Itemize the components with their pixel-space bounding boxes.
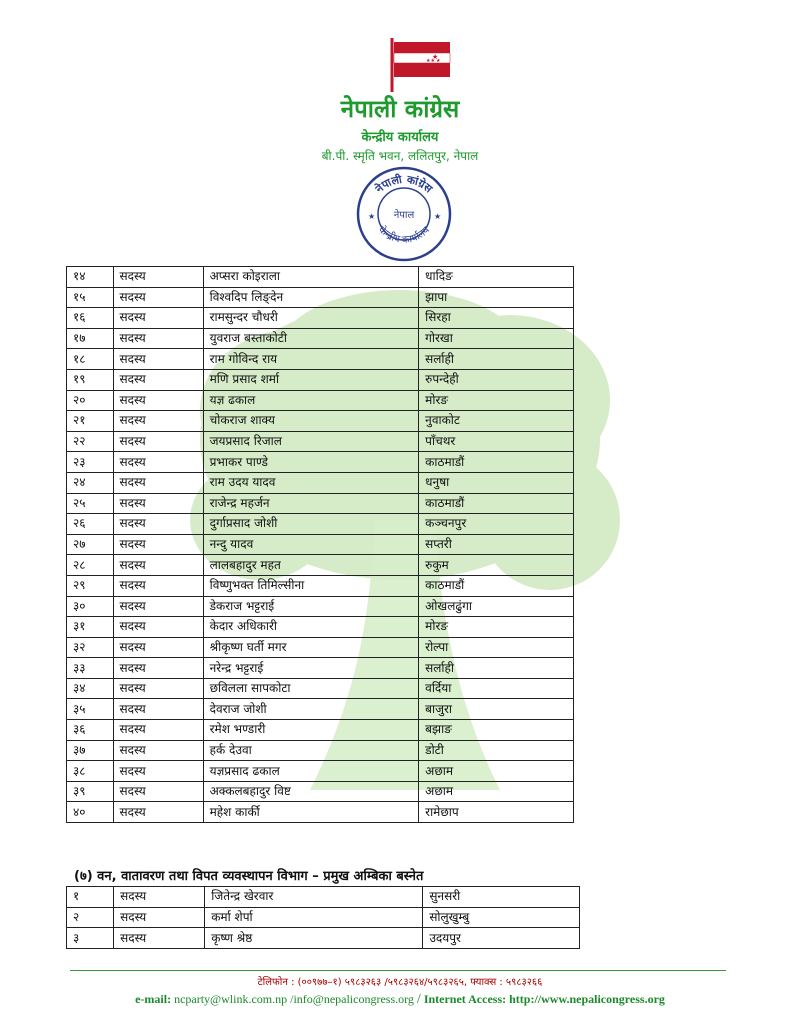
row-role: सदस्य — [113, 761, 203, 782]
row-district: अछाम — [419, 781, 574, 802]
table-row — [67, 472, 574, 493]
row-district: मोरङ — [419, 617, 574, 638]
row-district: कञ्चनपुर — [419, 514, 574, 535]
table-row — [67, 349, 574, 370]
row-name: नन्दु यादव — [203, 534, 419, 555]
row-role: सदस्य — [113, 637, 203, 658]
row-district: रामेछाप — [419, 802, 574, 823]
row-district: रोल्पा — [419, 637, 574, 658]
office-name: केन्द्रीय कार्यालय — [361, 130, 439, 145]
row-name: रमेश भण्डारी — [203, 720, 419, 741]
email-label: e-mail: — [135, 992, 172, 1006]
footer-divider — [70, 970, 726, 971]
row-role: सदस्य — [113, 328, 203, 349]
row-role: सदस्य — [114, 928, 205, 949]
row-district: सर्लाही — [419, 658, 574, 679]
row-name: जयप्रसाद रिजाल — [203, 431, 419, 452]
row-name: राम उदय यादव — [203, 472, 419, 493]
party-name: नेपाली कांग्रेस — [340, 94, 460, 123]
row-name: दुर्गाप्रसाद जोशी — [203, 514, 419, 535]
email-value[interactable]: ncparty@wlink.com.np /info@nepalicongress.org — [174, 992, 414, 1006]
row-number: ३ — [67, 928, 114, 949]
row-name: अक्कलबहादुर विष्ट — [203, 781, 419, 802]
row-number: २८ — [67, 555, 114, 576]
row-name: डेकराज भट्टराई — [203, 596, 419, 617]
row-district: धादिङ — [419, 267, 574, 288]
row-number: २३ — [67, 452, 114, 473]
row-number: १ — [67, 887, 114, 908]
table-row — [67, 658, 574, 679]
table-row — [67, 369, 574, 390]
row-district: डोटी — [419, 740, 574, 761]
row-number: ३८ — [67, 761, 114, 782]
row-number: २१ — [67, 411, 114, 432]
row-district: सिरहा — [419, 308, 574, 329]
row-name: राजेन्द्र महर्जन — [203, 493, 419, 514]
row-district: नुवाकोट — [419, 411, 574, 432]
footer-contact — [0, 992, 800, 1008]
row-number: ३३ — [67, 658, 114, 679]
table-row — [67, 596, 574, 617]
row-number: १९ — [67, 369, 114, 390]
section-7-table — [66, 886, 580, 949]
row-name: अप्सरा कोइराला — [203, 267, 419, 288]
row-role: सदस्य — [113, 534, 203, 555]
party-flag-logo — [388, 36, 452, 92]
row-role: सदस्य — [114, 907, 205, 928]
table-row — [67, 928, 580, 949]
row-role: सदस्य — [113, 555, 203, 576]
row-role: सदस्य — [114, 887, 205, 908]
table-row — [67, 720, 574, 741]
stamp-center-text: नेपाल — [393, 210, 415, 221]
table-row — [67, 887, 580, 908]
row-district: बाजुरा — [419, 699, 574, 720]
row-number: ३६ — [67, 720, 114, 741]
row-role: सदस्य — [113, 720, 203, 741]
row-role: सदस्य — [113, 349, 203, 370]
row-role: सदस्य — [113, 411, 203, 432]
row-number: २४ — [67, 472, 114, 493]
row-name: श्रीकृष्ण घर्ती मगर — [203, 637, 419, 658]
row-name: प्रभाकर पाण्डे — [203, 452, 419, 473]
separator: / — [416, 992, 421, 1007]
table-row — [67, 534, 574, 555]
row-district: वर्दिया — [419, 678, 574, 699]
row-role: सदस्य — [113, 678, 203, 699]
row-number: २ — [67, 907, 114, 928]
members-table-body — [67, 267, 574, 823]
row-district: गोरखा — [419, 328, 574, 349]
row-district: काठमाडौं — [419, 575, 574, 596]
row-role: सदस्य — [113, 617, 203, 638]
row-number: ३२ — [67, 637, 114, 658]
row-number: ४० — [67, 802, 114, 823]
row-role: सदस्य — [113, 699, 203, 720]
row-name: विष्णुभक्त तिमिल्सीना — [203, 575, 419, 596]
row-district: सोलुखुम्बु — [423, 907, 580, 928]
row-number: ३७ — [67, 740, 114, 761]
svg-text:★: ★ — [368, 212, 376, 221]
row-number: १६ — [67, 308, 114, 329]
row-role: सदस्य — [113, 390, 203, 411]
row-number: २९ — [67, 575, 114, 596]
table-row — [67, 699, 574, 720]
row-role: सदस्य — [113, 781, 203, 802]
row-district: धनुषा — [419, 472, 574, 493]
row-district: बझाङ — [419, 720, 574, 741]
row-name: लालबहादुर महत — [203, 555, 419, 576]
row-role: सदस्य — [113, 431, 203, 452]
row-role: सदस्य — [113, 658, 203, 679]
row-role: सदस्य — [113, 452, 203, 473]
row-name: रामसुन्दर चौधरी — [203, 308, 419, 329]
row-role: सदस्य — [113, 287, 203, 308]
row-role: सदस्य — [113, 514, 203, 535]
row-role: सदस्य — [113, 596, 203, 617]
row-name: कर्मा शेर्पा — [205, 907, 423, 928]
row-name: हर्क देउवा — [203, 740, 419, 761]
row-district: रुकुम — [419, 555, 574, 576]
section-7-heading: (७) वन, वातावरण तथा विपत व्यवस्थापन विभाग – प्रमुख अम्बिका बस्नेत — [74, 869, 424, 884]
row-name: यज्ञप्रसाद ढकाल — [203, 761, 419, 782]
row-number: १८ — [67, 349, 114, 370]
table-row — [67, 308, 574, 329]
row-district: सर्लाही — [419, 349, 574, 370]
row-name: देवराज जोशी — [203, 699, 419, 720]
row-name: जितेन्द्र खेरवार — [205, 887, 423, 908]
row-number: २२ — [67, 431, 114, 452]
row-number: १७ — [67, 328, 114, 349]
svg-text:केन्द्रीय कार्यालय — [376, 224, 432, 246]
table-row — [67, 740, 574, 761]
row-name: विश्वदिप लिङ्देन — [203, 287, 419, 308]
table-row — [67, 493, 574, 514]
row-number: २६ — [67, 514, 114, 535]
table-row — [67, 452, 574, 473]
table-row — [67, 390, 574, 411]
table-row — [67, 555, 574, 576]
row-name: राम गोविन्द राय — [203, 349, 419, 370]
row-number: ३५ — [67, 699, 114, 720]
table-row — [67, 761, 574, 782]
row-district: काठमाडौं — [419, 452, 574, 473]
office-stamp — [355, 165, 453, 263]
svg-text:★: ★ — [436, 58, 441, 64]
row-district: उदयपुर — [423, 928, 580, 949]
row-number: १४ — [67, 267, 114, 288]
row-role: सदस्य — [113, 802, 203, 823]
row-role: सदस्य — [113, 493, 203, 514]
table-row — [67, 907, 580, 928]
table-row — [67, 781, 574, 802]
section-7-table-body — [67, 887, 580, 949]
row-number: ३९ — [67, 781, 114, 802]
row-role: सदस्य — [113, 472, 203, 493]
svg-text:★★: ★★ — [426, 58, 435, 64]
table-row — [67, 637, 574, 658]
row-role: सदस्य — [113, 369, 203, 390]
row-district: ओखलढुंगा — [419, 596, 574, 617]
row-district: सप्तरी — [419, 534, 574, 555]
stamp-bottom-text: केन्द्रीय कार्यालय — [375, 224, 433, 247]
table-row — [67, 431, 574, 452]
row-district: मोरङ — [419, 390, 574, 411]
row-role: सदस्य — [113, 267, 203, 288]
table-row — [67, 514, 574, 535]
row-district: सुनसरी — [423, 887, 580, 908]
row-role: सदस्य — [113, 740, 203, 761]
svg-text:★: ★ — [432, 53, 439, 61]
row-name: केदार अधिकारी — [203, 617, 419, 638]
row-role: सदस्य — [113, 575, 203, 596]
row-name: मणि प्रसाद शर्मा — [203, 369, 419, 390]
row-name: छविलला सापकोटा — [203, 678, 419, 699]
svg-text:★: ★ — [434, 212, 442, 221]
table-row — [67, 617, 574, 638]
row-name: नरेन्द्र भट्टराई — [203, 658, 419, 679]
table-row — [67, 411, 574, 432]
row-name: कृष्ण श्रेष्ठ — [205, 928, 423, 949]
row-district: अछाम — [419, 761, 574, 782]
row-number: ३१ — [67, 617, 114, 638]
office-address: बी.पी. स्मृति भवन, ललितपुर, नेपाल — [321, 149, 479, 163]
stamp-top-text: नेपाली कांग्रेस — [372, 172, 435, 196]
row-district: पाँचथर — [419, 431, 574, 452]
row-number: १५ — [67, 287, 114, 308]
row-name: चोकराज शाक्य — [203, 411, 419, 432]
row-name: युवराज बस्ताकोटी — [203, 328, 419, 349]
row-number: २५ — [67, 493, 114, 514]
members-table — [66, 266, 574, 823]
row-number: २७ — [67, 534, 114, 555]
row-role: सदस्य — [113, 308, 203, 329]
footer-phone: टेलिफोन : (००९७७–१) ५९८३२६३ /५९८३२६४/५९८३२६५, फ्याक्स : ५९८३२६६ — [257, 977, 543, 988]
row-number: ३० — [67, 596, 114, 617]
table-row — [67, 287, 574, 308]
table-row — [67, 678, 574, 699]
row-district: रुपन्देही — [419, 369, 574, 390]
table-row — [67, 575, 574, 596]
table-row — [67, 802, 574, 823]
row-district: काठमाडौं — [419, 493, 574, 514]
row-name: महेश कार्की — [203, 802, 419, 823]
table-row — [67, 267, 574, 288]
internet-access[interactable]: Internet Access: http://www.nepalicongress.org — [423, 992, 665, 1006]
row-district: झापा — [419, 287, 574, 308]
row-number: २० — [67, 390, 114, 411]
row-name: यज्ञ ढकाल — [203, 390, 419, 411]
table-row — [67, 328, 574, 349]
row-number: ३४ — [67, 678, 114, 699]
